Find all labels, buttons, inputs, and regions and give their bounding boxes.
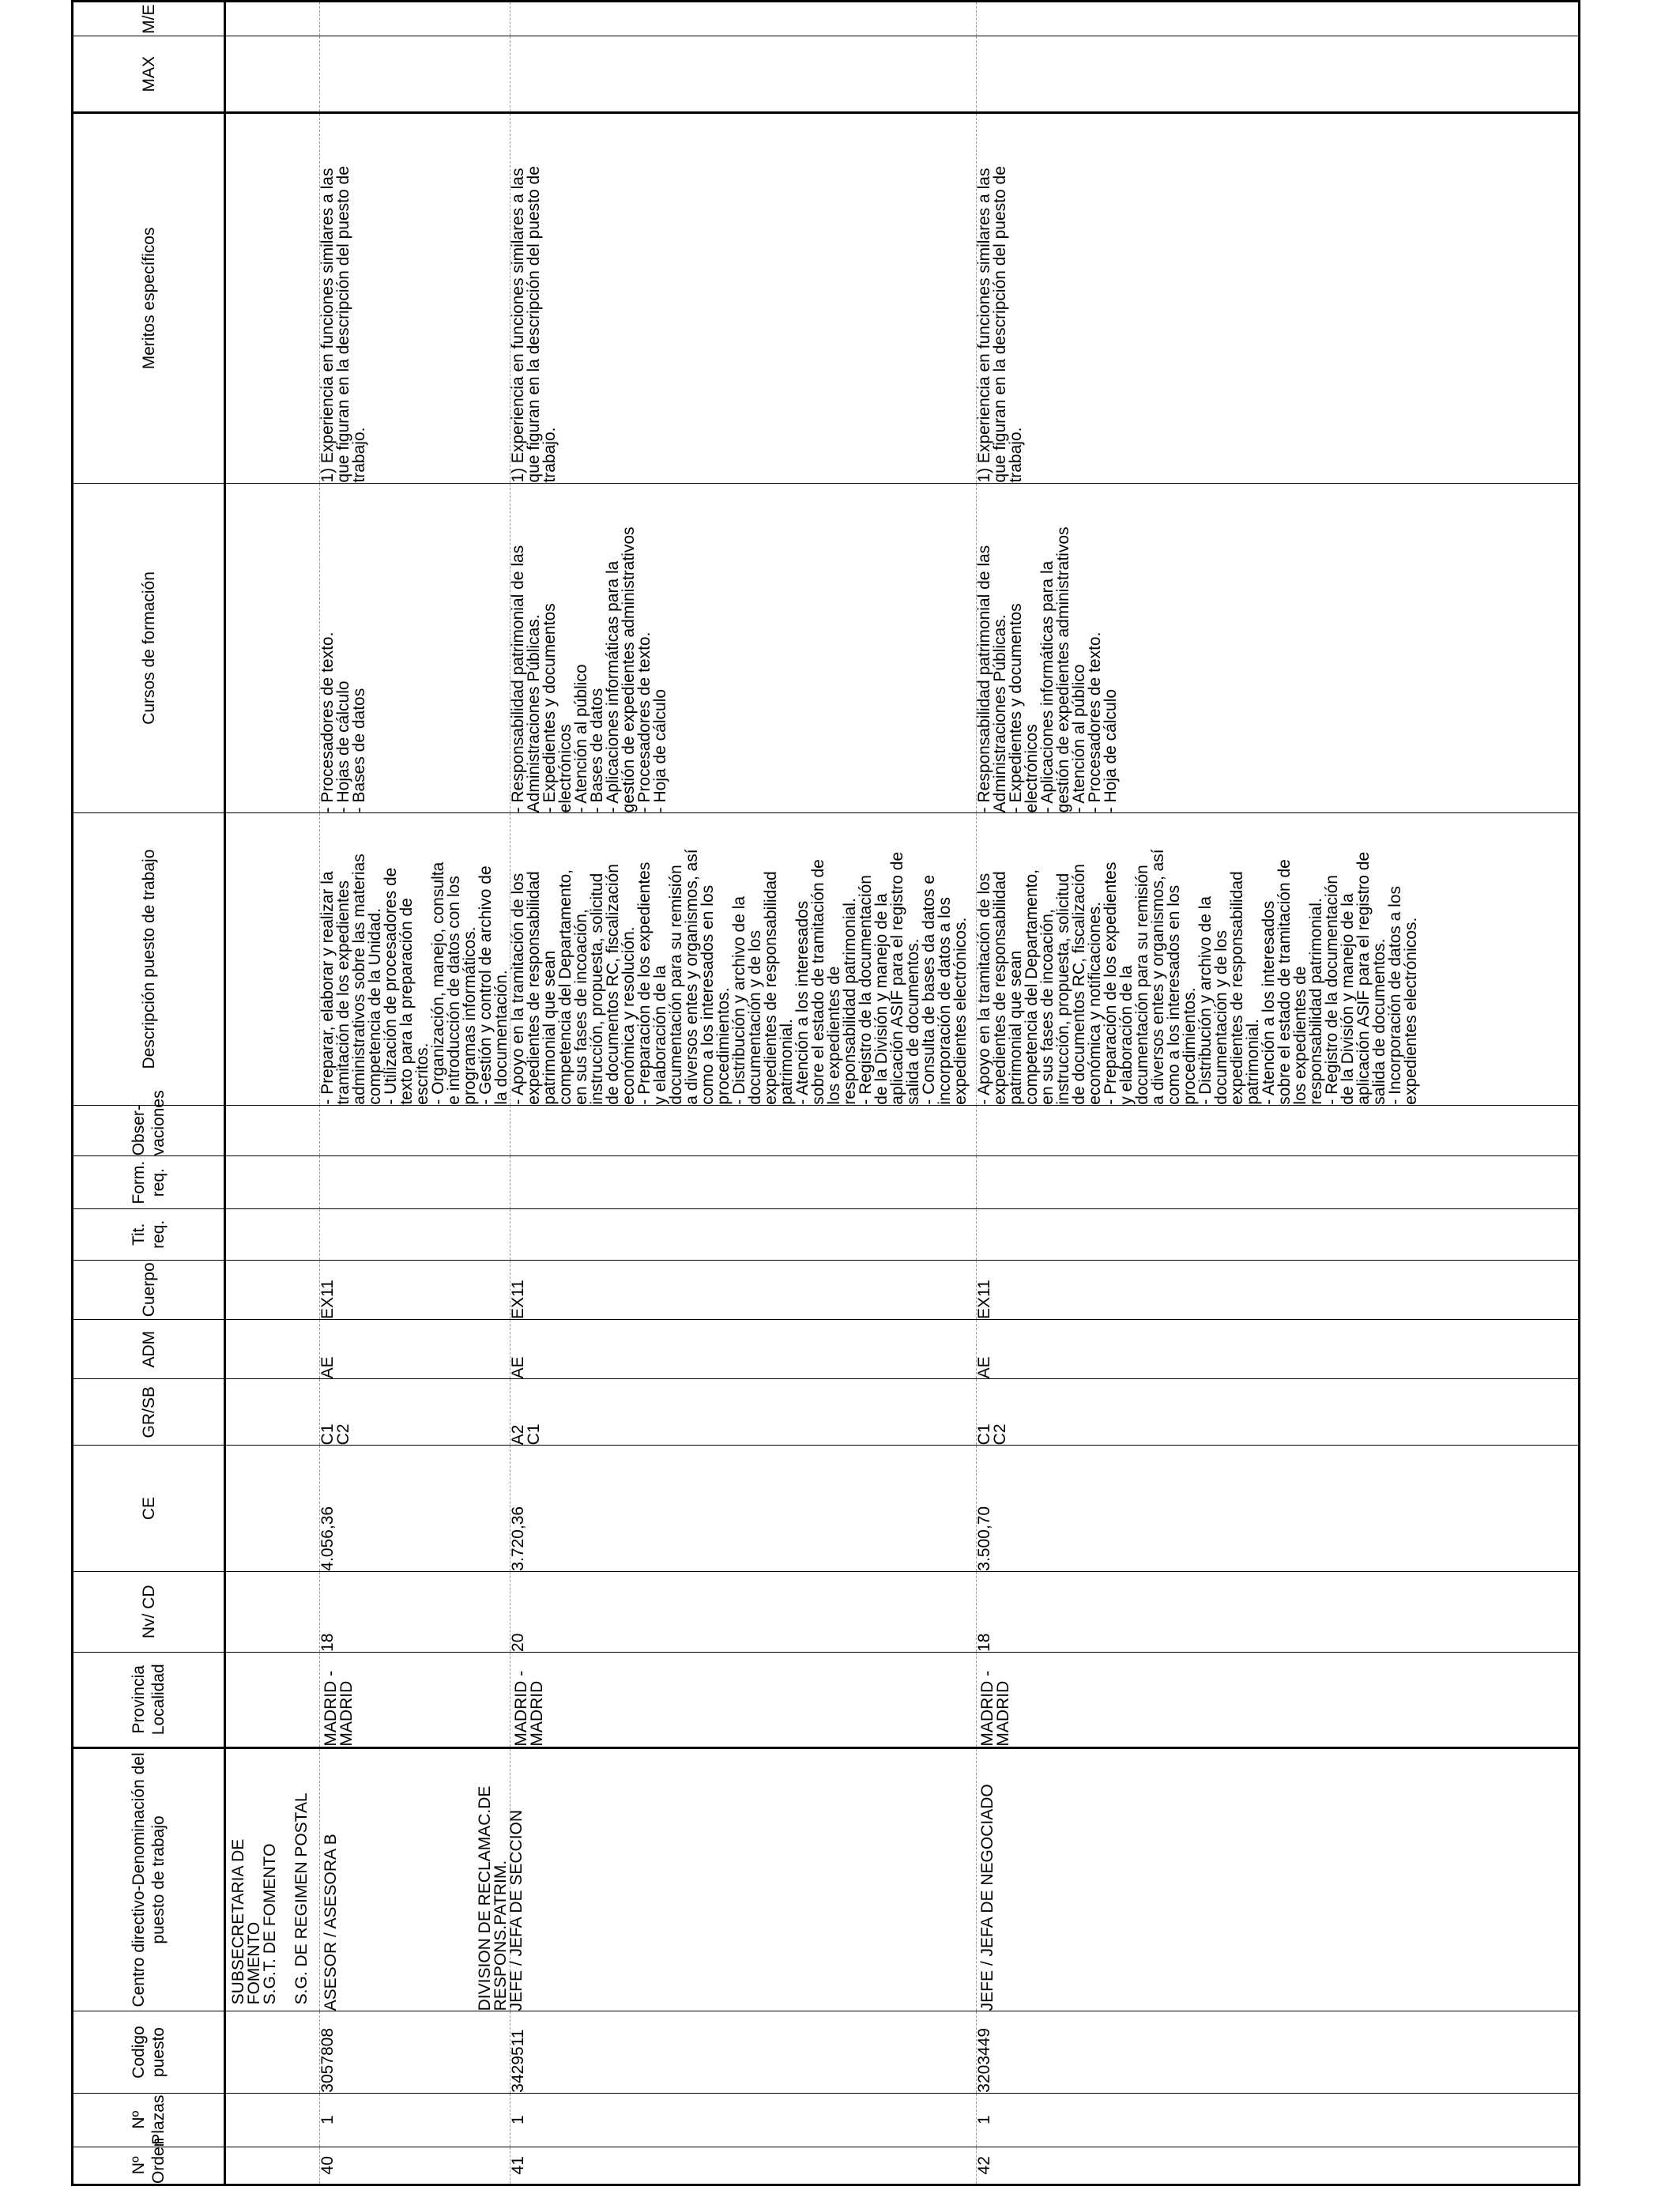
preamble-line: FOMENTO <box>245 1921 263 2005</box>
provincia-cell: MADRID - MADRID <box>977 1652 1420 1747</box>
titulacion-cell <box>977 1209 1420 1261</box>
formacion-cell <box>320 1156 510 1209</box>
header-titulacion: Tit. req. <box>73 1209 225 1261</box>
me-cell <box>510 2 977 36</box>
ce-cell: 3.720,36 <box>510 1446 977 1571</box>
formacion-cell <box>510 1156 977 1209</box>
orden-cell: 42 <box>977 2147 1420 2185</box>
header-me: M/E <box>73 2 225 36</box>
observaciones-cell <box>320 1105 510 1156</box>
orden-cell: 41 <box>510 2147 977 2185</box>
ce-cell: 3.500,70 <box>977 1446 1420 1571</box>
cuerpo-cell: EX11 <box>320 1260 510 1319</box>
grupo-cell: C1 C2 <box>320 1379 510 1446</box>
preamble-line: S.G. DE REGIMEN POSTAL <box>292 1793 311 2005</box>
header-adm: ADM <box>73 1319 225 1378</box>
nivel-cell: 20 <box>510 1571 977 1652</box>
plazas-cell: 1 <box>977 2093 1420 2147</box>
observaciones-cell <box>977 1105 1420 1156</box>
cursos-cell: - Responsabilidad patrimonial de las Administraciones Públicas. - Expedientes y documentos electrónicos - Atención al público - Bases de datos - Aplicaciones informáticas para la gestión de expedientes administrativos - Procesadores de texto. - Hoja de cálculo <box>510 483 977 813</box>
header-meritos: Meritos específicos <box>73 113 225 483</box>
nivel-cell: 18 <box>320 1571 510 1652</box>
header-grupo: GR/SB <box>73 1379 225 1446</box>
max-cell <box>320 36 510 113</box>
adm-cell: AE <box>320 1319 510 1378</box>
centro-cell <box>977 1747 1420 2011</box>
titulacion-cell <box>320 1209 510 1261</box>
header-orden: Nº Orden <box>73 2147 225 2185</box>
adm-cell: AE <box>510 1319 977 1378</box>
adm-cell: AE <box>977 1319 1420 1378</box>
grupo-cell: C1 C2 <box>977 1379 1420 1446</box>
header-cuerpo: Cuerpo <box>73 1260 225 1319</box>
me-cell <box>320 2 510 36</box>
table-row <box>510 2 977 2185</box>
titulacion-cell <box>510 1209 977 1261</box>
max-cell <box>977 36 1420 113</box>
header-codigo: Codigo puesto <box>73 2011 225 2093</box>
filler-row <box>1419 2 1580 2185</box>
plazas-cell: 1 <box>320 2093 510 2147</box>
codigo-cell: 3203449 <box>977 2011 1420 2093</box>
header-cursos: Cursos de formación <box>73 483 225 813</box>
header-ce: CE <box>73 1446 225 1571</box>
centro-name: JEFE / JEFA DE NEGOCIADO <box>978 1784 996 2011</box>
formacion-cell <box>977 1156 1420 1209</box>
centro-division: DIVISION DE RECLAMAC.DE RESPONS.PATRIM. <box>476 1785 510 2011</box>
codigo-cell: 3057808 <box>320 2011 510 2093</box>
header-nivel: Nv/ CD <box>73 1571 225 1652</box>
header-max: MAX <box>73 36 225 113</box>
max-cell <box>510 36 977 113</box>
grupo-cell: A2 C1 <box>510 1379 977 1446</box>
header-formacion: Form. req. <box>73 1156 225 1209</box>
centro-name: ASESOR / ASESORA B <box>322 1834 340 2011</box>
cuerpo-cell: EX11 <box>977 1260 1420 1319</box>
meritos-cell: 1) Experiencia en funciones similares a las que figuran en la descripción del puesto de trabajo. <box>510 113 977 483</box>
cuerpo-cell: EX11 <box>510 1260 977 1319</box>
provincia-cell: MADRID - MADRID <box>510 1652 977 1747</box>
descripcion-cell: - Apoyo en la tramitación de los expedientes de responsabilidad patrimonial que sean competencia del Departamento, en sus fases de incoación, instrucción, propuesta, solicitud de documentos RC, fiscalización económica y resolución. - Preparación de los expedientes y elaboración de la documentación para su remisión a diversos entes y organismos, así como a los interesados en los procedimientos. - Distribución y archivo de la documentación y de los expedientes de responsabilidad patrimonial. - Atención a los interesados sobre el estado de tramitación de los expedientes de responsabilidad patrimonial. - Registro de la documentación de la División y manejo de la aplicación ASIF para el registro de salida de documentos. - Consulta de bases da datos e incorporación de datos a los expedientes electrónicos. <box>510 813 977 1105</box>
meritos-cell: 1) Experiencia en funciones similares a las que figuran en la descripción del puesto de trabajo. <box>977 113 1420 483</box>
observaciones-cell <box>510 1105 977 1156</box>
preamble-line: S.G.T. DE FOMENTO <box>261 1843 279 2005</box>
preamble-line <box>278 1754 294 2005</box>
cursos-cell: - Responsabilidad patrimonial de las Administraciones Públicas. - Expedientes y documentos electrónicos - Aplicaciones informáticas para la gestión de expedientes administrativos - Atención al público - Procesadores de texto. - Hoja de cálculo <box>977 483 1420 813</box>
codigo-cell: 3429511 <box>510 2011 977 2093</box>
provincia-cell: MADRID - MADRID <box>320 1652 510 1747</box>
rotated-table-page <box>71 0 1580 2186</box>
descripcion-cell: - Apoyo en la tramitación de los expedientes de responsabilidad patrimonial que sean competencia del Departamento, en sus fases de incoación, instrucción, propuesta, solicitud de documentos RC, fiscalización económica y notificaciones. - Preparación de los expedientes y elaboración de la documentación para su remisión a diversos entes y organismos, así como a los interesados en los procedimientos. - Distribución y archivo de la documentación y de los expedientes de responsabilidad patrimonial. - Atención a los interesados sobre el estado de tramitación de los expedientes de responsabilidad patrimonial. - Registro de la documentación de la División y manejo de la aplicación ASIF para el registro de salida de documentos. - Incorporación de datos a los expedientes electrónicos. <box>977 813 1420 1105</box>
job-positions-table <box>71 0 1580 2186</box>
nivel-cell: 18 <box>977 1571 1420 1652</box>
cursos-cell: - Procesadores de texto. - Hojas de cálculo - Bases de datos <box>320 483 510 813</box>
preamble-row <box>225 2 320 2185</box>
preamble-centro <box>225 1747 320 2011</box>
me-cell <box>977 2 1420 36</box>
header-provincia: Provincia Localidad <box>73 1652 225 1747</box>
ce-cell: 4.056,36 <box>320 1446 510 1571</box>
descripcion-cell: - Preparar, elaborar y realizar la tramitación de los expedientes administrativos sobre las materias competencia de la Unidad. - Utilización de procesadores de texto para la preparación de escritos. - Organización, manejo, consulta e introducción de datos con los programas informáticos. - Gestión y control de archivo de la documentación. <box>320 813 510 1105</box>
table-row <box>977 2 1420 2185</box>
plazas-cell: 1 <box>510 2093 977 2147</box>
header-row <box>73 2 225 2185</box>
preamble-line: SUBSECRETARIA DE <box>229 1838 247 2005</box>
orden-cell: 40 <box>320 2147 510 2185</box>
header-centro: Centro directivo-Denominación del puesto de trabajo <box>73 1747 225 2011</box>
centro-name: JEFE / JEFA DE SECCION <box>507 1809 525 2011</box>
meritos-cell: 1) Experiencia en funciones similares a las que figuran en la descripción del puesto de trabajo. <box>320 113 510 483</box>
header-observaciones: Obser-vaciones <box>73 1105 225 1156</box>
header-descripcion: Descripción puesto de trabajo <box>73 813 225 1105</box>
header-plazas: Nº Plazas <box>73 2093 225 2147</box>
centro-cell <box>476 1747 977 2011</box>
